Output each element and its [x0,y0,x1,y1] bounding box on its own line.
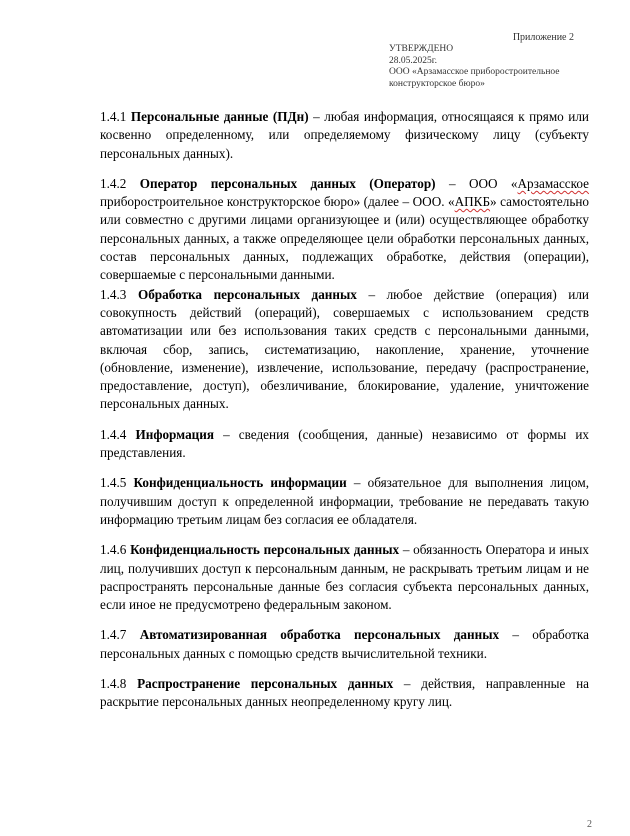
section-term: Оператор персональных данных (Оператор) [139,175,436,191]
section-text: – любое действие (операция) или совокупность действий (операций), совершаемых с использованием средств автоматизации или без использования таких средств с персональными данными, включая сбор, запись, систематизацию, накопление, хранение, уточнение (обновление, изменение), извлечение, использование, передачу (распространение, предоставление, доступ), обезличивание, блокирование, удаление, уничтожение персональных данных. [100,286,589,412]
section-number: 1.4.1 [100,109,127,124]
section-1-4-3 [100,286,589,414]
section-text: – обязанность Оператора и иных лиц, получивших доступ к персональным данным, не раскрывать третьим лицам и не распространять персональные данные без согласия субъекта персональных данных, если иное не предусмотрено федеральным законом. [100,542,589,613]
section-term: Обработка персональных данных [137,286,357,302]
section-term: Автоматизированная обработка персональных данных [139,627,500,643]
section-text: » самостоятельно или совместно с другими лицами организующее и (или) осуществляющее обработку персональных данных, а также определяющее цели обработки персональных данных, состав персональных данных, подлежащих обработке, действия (операции), совершаемые с персональными данными. [100,194,589,283]
section-term: Распространение персональных данных [137,676,394,692]
section-number: 1.4.4 [100,426,127,442]
section-1-4-5 [100,474,589,529]
section-1-4-4 [100,426,589,463]
section-number: 1.4.2 [100,175,127,191]
approval-stamp [389,44,599,90]
section-term: Конфиденциальность персональных данных [130,542,400,558]
approval-date: 28.05.2025г. [389,55,437,66]
approval-org-line2: конструкторское бюро» [389,78,485,89]
section-term: Информация [135,426,214,442]
section-number: 1.4.7 [100,627,127,643]
spellcheck-word: Арзамасское [517,175,590,191]
section-number: 1.4.6 [100,542,127,558]
document-body [100,108,589,724]
spellcheck-word: АПКБ [454,194,491,210]
section-number: 1.4.5 [100,475,127,491]
section-1-4-7 [100,626,589,663]
section-1-4-2 [100,175,589,285]
section-1-4-8 [100,675,589,712]
appendix-label: Приложение 2 [512,32,574,43]
section-text: – обязательное для выполнения лицом, получившим доступ к определенной информации, требование не передавать такую информацию третьим лицам без согласия ее обладателя. [100,475,589,527]
section-text: – ООО « [435,175,518,191]
approval-org-line1: ООО «Арзамасское приборостроительное [389,67,560,77]
section-number: 1.4.8 [100,676,127,692]
section-1-4-1 [100,108,589,163]
section-term: Персональные данные (ПДн) [130,109,309,124]
page-number: 2 [587,819,592,830]
section-term: Конфиденциальность информации [133,475,347,491]
section-text: – обработка персональных данных с помощью средств вычислительной техники. [100,627,589,661]
section-text: – сведения (сообщения, данные) независимо от формы их представления. [100,426,589,461]
section-1-4-6 [100,541,589,614]
section-text: – действия, направленные на раскрытие персональных данных неопределенному кругу лиц. [100,676,590,710]
section-text: – любая информация, относящаяся к прямо или косвенно определенному, или определяемому физическому лицу (субъекту персональных данных). [100,109,589,161]
approval-title: УТВЕРЖДЕНО [389,44,454,54]
section-text: приборостроительное конструкторское бюро» (далее – ООО. « [100,194,455,210]
section-number: 1.4.3 [100,286,127,302]
